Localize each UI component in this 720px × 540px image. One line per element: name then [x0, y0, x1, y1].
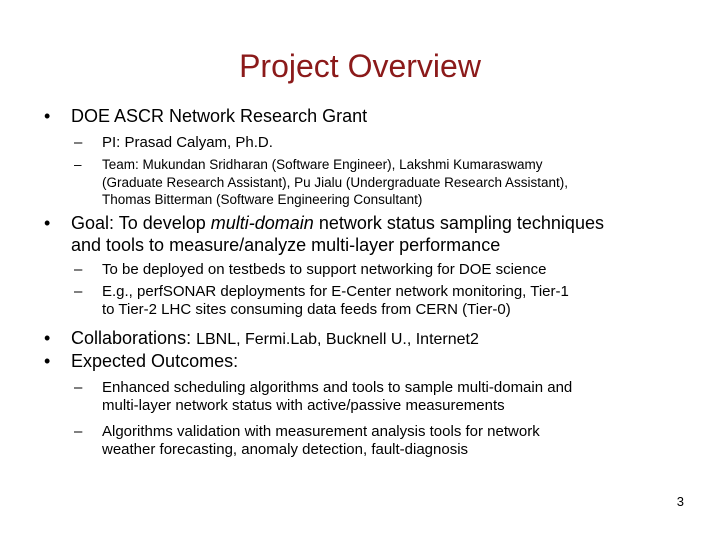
bullet-text: DOE ASCR Network Research Grant — [71, 106, 368, 126]
goal-text-end: network status sampling techniques — [313, 213, 604, 233]
page-number: 3 — [676, 494, 684, 509]
bullet-marker: • — [44, 328, 51, 348]
bullet-line — [71, 212, 604, 234]
sub-bullet-text — [102, 156, 568, 209]
sub-bullet-marker: – — [74, 283, 83, 300]
sub-bullet-text — [102, 379, 572, 415]
sub-bullet-line: to Tier-2 LHC sites consuming data feeds from CERN (Tier-0) — [102, 301, 511, 318]
sub-bullet-marker: – — [74, 379, 83, 396]
sub-bullet-line: Thomas Bitterman (Software Engineering Consultant) — [102, 192, 423, 207]
collaborations-label: Collaborations: — [71, 328, 197, 348]
bullet-marker: • — [44, 213, 51, 233]
sub-bullet-text — [102, 134, 273, 152]
sub-bullet-line: weather forecasting, anomaly detection, fault-diagnosis — [102, 441, 469, 458]
sub-bullet-marker: – — [74, 261, 83, 278]
bullet-text — [71, 212, 604, 256]
bullet-text: Expected Outcomes: — [71, 351, 239, 371]
sub-bullet-line: multi-layer network status with active/passive measurements — [102, 397, 505, 414]
bullet-marker: • — [44, 106, 51, 126]
sub-bullet-marker: – — [74, 157, 82, 172]
sub-bullet-line: (Graduate Research Assistant), Pu Jialu (Undergraduate Research Assistant), — [102, 174, 568, 190]
sub-bullet-text — [102, 283, 569, 319]
sub-bullet-text — [102, 261, 546, 279]
sub-bullet-marker: – — [74, 423, 83, 440]
sub-bullet-text — [102, 423, 540, 459]
bullet-marker: • — [44, 351, 51, 371]
goal-text-start: Goal: To develop — [71, 213, 211, 233]
collaborations-value: LBNL, Fermi.Lab, Bucknell U., Internet2 — [196, 331, 479, 348]
sub-bullet-line: PI: Prasad Calyam, Ph.D. — [102, 134, 273, 151]
sub-bullet-line: Enhanced scheduling algorithms and tools to sample multi-domain and — [102, 379, 573, 396]
slide-title: Project Overview — [239, 48, 481, 84]
bullet-line: and tools to measure/analyze multi-layer performance — [71, 235, 501, 255]
sub-bullet-line: Algorithms validation with measurement analysis tools for network — [102, 423, 540, 440]
sub-bullet-line: To be deployed on testbeds to support networking for DOE science — [102, 261, 547, 278]
bullet-text — [71, 327, 479, 351]
sub-bullet-line: E.g., perfSONAR deployments for E-Center network monitoring, Tier-1 — [102, 283, 569, 300]
goal-emphasis: multi-domain — [210, 213, 314, 233]
sub-bullet-marker: – — [74, 134, 83, 151]
sub-bullet-line: Team: Mukundan Sridharan (Software Engineer), Lakshmi Kumaraswamy — [102, 157, 543, 172]
